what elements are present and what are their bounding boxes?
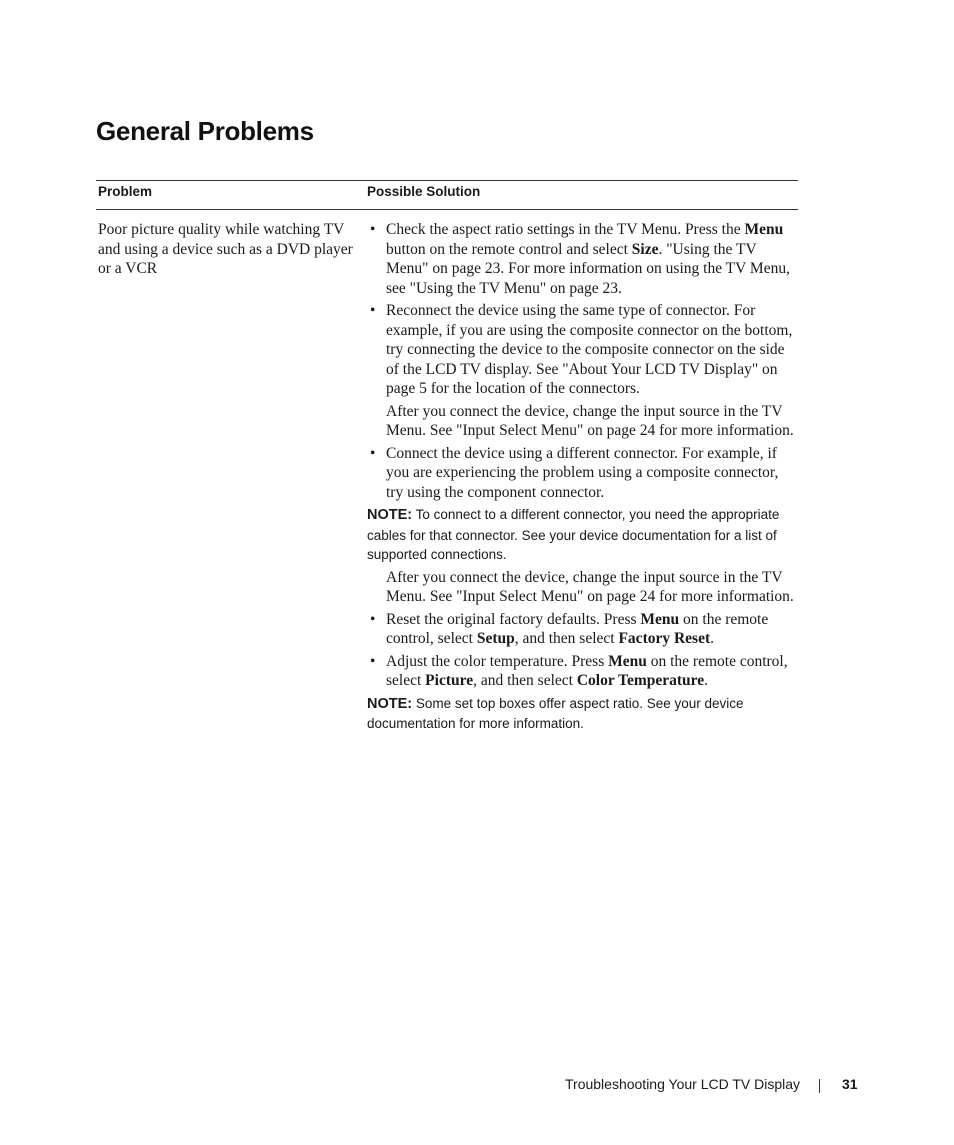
header-problem: Problem xyxy=(98,184,153,199)
problem-cell: Poor picture quality while watching TV and using a device such as a DVD player or a VCR xyxy=(98,221,353,277)
color-temperature-keyword: Color Temperature xyxy=(576,672,705,689)
note-label: NOTE: xyxy=(367,695,413,712)
page-number: 31 xyxy=(842,1076,858,1092)
factory-reset-keyword: Factory Reset xyxy=(618,630,711,647)
note-label: NOTE: xyxy=(367,507,413,523)
menu-keyword: Menu xyxy=(608,652,647,670)
table-header xyxy=(96,181,798,210)
problems-table xyxy=(96,180,798,737)
table-row xyxy=(96,210,798,734)
footer-divider xyxy=(819,1079,820,1093)
bullet-marker: • xyxy=(370,444,376,462)
solution-item: • Check the aspect ratio settings in the TV Menu. Press the Menu button on the remote control and select Size. "Using the TV Menu" on page 23. For more information on using the TV Menu, see "Using the TV Menu" on page 23. xyxy=(370,221,790,297)
note xyxy=(367,505,795,565)
bullet-marker: • xyxy=(370,302,376,319)
bullet-marker: • xyxy=(370,610,376,628)
solution-item: • Reset the original factory defaults. Press Menu on the remote control, select Setup, and then select Factory Reset. xyxy=(370,610,769,647)
menu-keyword: Menu xyxy=(640,610,680,628)
menu-keyword: Menu xyxy=(744,221,784,238)
solution-followup: After you connect the device, change the input source in the TV Menu. See "Input Select Menu" on page 24 for more information. xyxy=(386,402,794,439)
size-keyword: Size xyxy=(631,240,659,258)
solution-item: • Connect the device using a different connector. For example, if you are experiencing the problem using a composite connector, try using the component connector. xyxy=(370,444,779,501)
bullet-marker: • xyxy=(370,652,376,670)
solution-cell xyxy=(367,210,795,734)
solution-followup: After you connect the device, change the input source in the TV Menu. See "Input Select Menu" on page 24 for more information. xyxy=(386,568,794,605)
note-text: To connect to a different connector, you need the appropriate cables for that connector. See your device documentation for a list of supported connections. xyxy=(367,507,780,562)
note xyxy=(367,694,795,734)
bullet-marker: • xyxy=(370,221,376,238)
solution-item: • Reconnect the device using the same type of connector. For example, if you are using the composite connector on the bottom, try connecting the device to the composite connector on the side of the LCD TV display. See "About Your LCD TV Display" on page 5 for the location of the connectors. xyxy=(370,302,793,397)
footer-section-title: Troubleshooting Your LCD TV Display xyxy=(565,1076,801,1092)
header-possible-solution: Possible Solution xyxy=(367,184,481,199)
note-text: Some set top boxes offer aspect ratio. See your device documentation for more information. xyxy=(367,695,744,731)
setup-keyword: Setup xyxy=(476,630,515,647)
solution-item: • Adjust the color temperature. Press Menu on the remote control, select Picture, and then select Color Temperature. xyxy=(370,652,788,689)
page-title: General Problems xyxy=(96,116,314,146)
picture-keyword: Picture xyxy=(425,672,474,689)
